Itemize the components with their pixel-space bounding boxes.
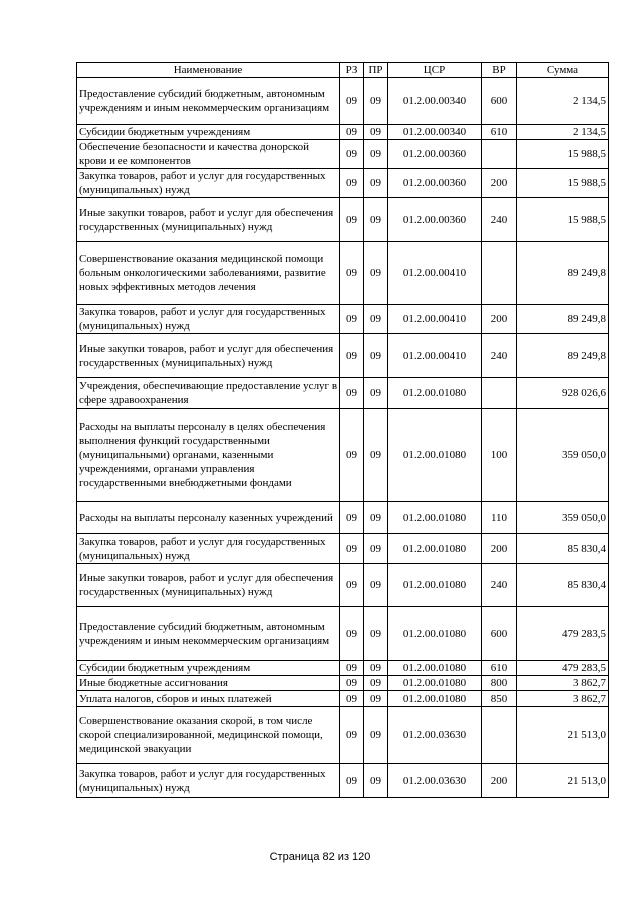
cell-rz: 09: [340, 409, 364, 502]
cell-name: Закупка товаров, работ и услуг для государственных (муниципальных) нужд: [77, 305, 340, 334]
cell-pr: 09: [364, 78, 388, 125]
cell-pr: 09: [364, 409, 388, 502]
table-row: [77, 707, 609, 764]
cell-sum: 479 283,5: [517, 607, 609, 661]
cell-name: Закупка товаров, работ и услуг для государственных (муниципальных) нужд: [77, 534, 340, 564]
cell-vr: 100: [482, 409, 517, 502]
cell-sum: 89 249,8: [517, 242, 609, 305]
cell-vr: 200: [482, 534, 517, 564]
header-sum: Сумма: [517, 63, 609, 78]
cell-name: Закупка товаров, работ и услуг для государственных (муниципальных) нужд: [77, 764, 340, 798]
cell-pr: 09: [364, 661, 388, 676]
cell-rz: 09: [340, 707, 364, 764]
cell-name: Уплата налогов, сборов и иных платежей: [77, 691, 340, 707]
cell-pr: 09: [364, 707, 388, 764]
cell-vr: 110: [482, 502, 517, 534]
cell-name: Совершенствование оказания скорой, в том числе скорой специализированной, медицинской помощи, медицинской эвакуации: [77, 707, 340, 764]
cell-rz: 09: [340, 661, 364, 676]
cell-vr: 800: [482, 676, 517, 691]
cell-pr: 09: [364, 764, 388, 798]
cell-pr: 09: [364, 125, 388, 140]
header-rz: РЗ: [340, 63, 364, 78]
cell-vr: 600: [482, 78, 517, 125]
cell-name: Иные закупки товаров, работ и услуг для обеспечения государственных (муниципальных) нужд: [77, 198, 340, 242]
table-row: [77, 305, 609, 334]
table-row: [77, 334, 609, 378]
cell-rz: 09: [340, 305, 364, 334]
header-csr: ЦСР: [388, 63, 482, 78]
cell-vr: 610: [482, 125, 517, 140]
cell-csr: 01.2.00.00340: [388, 78, 482, 125]
cell-name: Закупка товаров, работ и услуг для государственных (муниципальных) нужд: [77, 169, 340, 198]
cell-rz: 09: [340, 169, 364, 198]
cell-pr: 09: [364, 169, 388, 198]
page-number: Страница 82 из 120: [269, 851, 371, 863]
table-row: [77, 125, 609, 140]
cell-rz: 09: [340, 676, 364, 691]
cell-name: Иные закупки товаров, работ и услуг для обеспечения государственных (муниципальных) нужд: [77, 564, 340, 607]
cell-csr: 01.2.00.00360: [388, 169, 482, 198]
cell-name: Учреждения, обеспечивающие предоставление услуг в сфере здравоохранения: [77, 378, 340, 409]
cell-sum: 2 134,5: [517, 125, 609, 140]
table-row: [77, 691, 609, 707]
cell-rz: 09: [340, 78, 364, 125]
table-row: [77, 502, 609, 534]
cell-rz: 09: [340, 334, 364, 378]
cell-name: Совершенствование оказания медицинской помощи больным онкологическими заболеваниями, развитие новых эффективных методов лечения: [77, 242, 340, 305]
cell-pr: 09: [364, 564, 388, 607]
cell-vr: 240: [482, 198, 517, 242]
cell-sum: 359 050,0: [517, 409, 609, 502]
cell-sum: 89 249,8: [517, 305, 609, 334]
cell-csr: 01.2.00.00410: [388, 242, 482, 305]
cell-sum: 2 134,5: [517, 78, 609, 125]
cell-csr: 01.2.00.00410: [388, 334, 482, 378]
budget-table: [76, 62, 609, 798]
header-vr: ВР: [482, 63, 517, 78]
table-header-row: [77, 63, 609, 78]
cell-pr: 09: [364, 534, 388, 564]
cell-name: Субсидии бюджетным учреждениям: [77, 661, 340, 676]
cell-csr: 01.2.00.00410: [388, 305, 482, 334]
cell-csr: 01.2.00.01080: [388, 564, 482, 607]
cell-sum: 479 283,5: [517, 661, 609, 676]
cell-csr: 01.2.00.00360: [388, 198, 482, 242]
cell-pr: 09: [364, 334, 388, 378]
cell-csr: 01.2.00.01080: [388, 534, 482, 564]
table-row: [77, 607, 609, 661]
cell-csr: 01.2.00.03630: [388, 764, 482, 798]
cell-sum: 15 988,5: [517, 169, 609, 198]
cell-csr: 01.2.00.01080: [388, 378, 482, 409]
cell-pr: 09: [364, 140, 388, 169]
cell-vr: [482, 707, 517, 764]
table-row: [77, 169, 609, 198]
cell-sum: 21 513,0: [517, 764, 609, 798]
cell-vr: 610: [482, 661, 517, 676]
cell-sum: 928 026,6: [517, 378, 609, 409]
cell-vr: [482, 378, 517, 409]
cell-csr: 01.2.00.03630: [388, 707, 482, 764]
cell-rz: 09: [340, 534, 364, 564]
cell-pr: 09: [364, 502, 388, 534]
cell-vr: 240: [482, 564, 517, 607]
cell-csr: 01.2.00.01080: [388, 691, 482, 707]
cell-rz: 09: [340, 125, 364, 140]
cell-vr: 850: [482, 691, 517, 707]
table-row: [77, 534, 609, 564]
cell-pr: 09: [364, 691, 388, 707]
table-row: [77, 409, 609, 502]
cell-rz: 09: [340, 198, 364, 242]
cell-sum: 85 830,4: [517, 564, 609, 607]
cell-rz: 09: [340, 242, 364, 305]
cell-sum: 359 050,0: [517, 502, 609, 534]
header-pr: ПР: [364, 63, 388, 78]
cell-vr: 200: [482, 305, 517, 334]
cell-pr: 09: [364, 198, 388, 242]
cell-rz: 09: [340, 691, 364, 707]
cell-sum: 85 830,4: [517, 534, 609, 564]
table-row: [77, 764, 609, 798]
cell-pr: 09: [364, 676, 388, 691]
cell-csr: 01.2.00.01080: [388, 502, 482, 534]
cell-vr: 200: [482, 169, 517, 198]
cell-pr: 09: [364, 607, 388, 661]
cell-rz: 09: [340, 764, 364, 798]
cell-vr: 200: [482, 764, 517, 798]
cell-sum: 15 988,5: [517, 140, 609, 169]
cell-rz: 09: [340, 378, 364, 409]
table-row: [77, 564, 609, 607]
cell-csr: 01.2.00.01080: [388, 409, 482, 502]
cell-pr: 09: [364, 242, 388, 305]
table-row: [77, 378, 609, 409]
cell-sum: 21 513,0: [517, 707, 609, 764]
cell-sum: 3 862,7: [517, 691, 609, 707]
cell-csr: 01.2.00.00360: [388, 140, 482, 169]
cell-csr: 01.2.00.01080: [388, 607, 482, 661]
cell-csr: 01.2.00.01080: [388, 661, 482, 676]
cell-vr: [482, 140, 517, 169]
cell-name: Иные закупки товаров, работ и услуг для обеспечения государственных (муниципальных) нужд: [77, 334, 340, 378]
cell-pr: 09: [364, 305, 388, 334]
cell-pr: 09: [364, 378, 388, 409]
cell-sum: 89 249,8: [517, 334, 609, 378]
cell-rz: 09: [340, 607, 364, 661]
cell-name: Расходы на выплаты персоналу казенных учреждений: [77, 502, 340, 534]
table-row: [77, 198, 609, 242]
cell-name: Предоставление субсидий бюджетным, автономным учреждениям и иным некоммерческим организациям: [77, 78, 340, 125]
cell-csr: 01.2.00.01080: [388, 676, 482, 691]
cell-sum: 15 988,5: [517, 198, 609, 242]
table-row: [77, 676, 609, 691]
cell-name: Предоставление субсидий бюджетным, автономным учреждениям и иным некоммерческим организациям: [77, 607, 340, 661]
cell-csr: 01.2.00.00340: [388, 125, 482, 140]
table-row: [77, 661, 609, 676]
cell-name: Обеспечение безопасности и качества донорской крови и ее компонентов: [77, 140, 340, 169]
table-row: [77, 242, 609, 305]
header-name: Наименование: [77, 63, 340, 78]
cell-vr: 600: [482, 607, 517, 661]
table-row: [77, 140, 609, 169]
cell-name: Субсидии бюджетным учреждениям: [77, 125, 340, 140]
cell-vr: 240: [482, 334, 517, 378]
table-row: [77, 78, 609, 125]
cell-rz: 09: [340, 140, 364, 169]
cell-sum: 3 862,7: [517, 676, 609, 691]
cell-rz: 09: [340, 564, 364, 607]
cell-name: Иные бюджетные ассигнования: [77, 676, 340, 691]
cell-rz: 09: [340, 502, 364, 534]
cell-vr: [482, 242, 517, 305]
cell-name: Расходы на выплаты персоналу в целях обеспечения выполнения функций государственными (муниципальными) органами, казенными учреждениями, органами управления государственными внебюджетными фондами: [77, 409, 340, 502]
